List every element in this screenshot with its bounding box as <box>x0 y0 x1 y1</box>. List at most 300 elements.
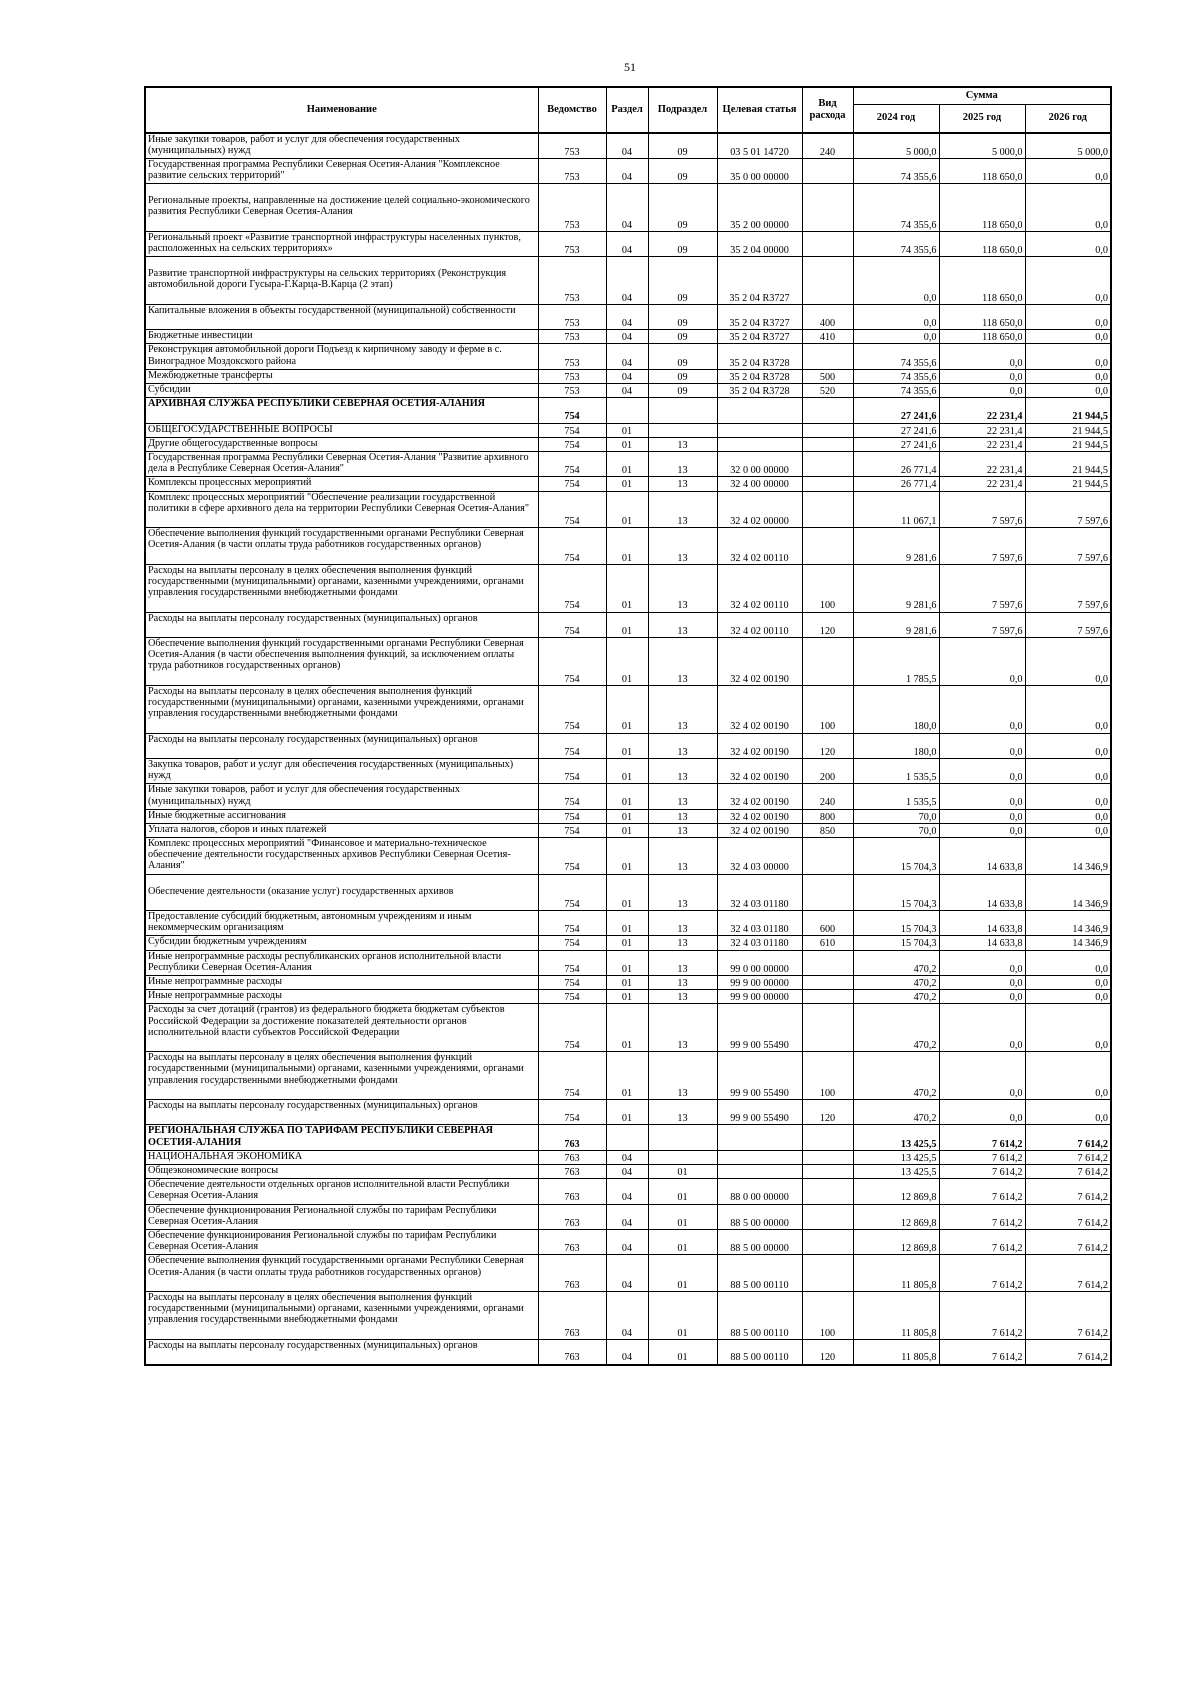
table-row <box>145 874 1111 910</box>
row-subsection: 13 <box>648 477 717 491</box>
row-section: 04 <box>606 344 648 369</box>
row-section: 01 <box>606 784 648 809</box>
budget-table <box>144 86 1112 1366</box>
row-value-2024: 470,2 <box>853 1052 939 1100</box>
row-target: 35 2 04 R3727 <box>717 257 802 305</box>
row-value-2025: 118 650,0 <box>939 231 1025 256</box>
row-target: 88 0 00 00000 <box>717 1179 802 1204</box>
row-subsection: 13 <box>648 637 717 685</box>
table-header <box>145 87 1111 133</box>
row-value-2024: 15 704,3 <box>853 936 939 950</box>
row-value-2025: 22 231,4 <box>939 477 1025 491</box>
row-name: Иные непрограммные расходы <box>145 990 538 1004</box>
row-target <box>717 423 802 437</box>
table-row <box>145 564 1111 612</box>
table-row <box>145 344 1111 369</box>
row-name: Государственная программа Республики Северная Осетия-Алания "Развитие архивного дела в Республике Северная Осетия-Алания" <box>145 451 538 476</box>
row-kind: 120 <box>802 612 853 637</box>
row-value-2026: 0,0 <box>1025 685 1111 733</box>
row-value-2026: 0,0 <box>1025 809 1111 823</box>
row-value-2026: 0,0 <box>1025 990 1111 1004</box>
row-subsection: 01 <box>648 1164 717 1178</box>
row-dept: 754 <box>538 451 606 476</box>
row-name: Комплекс процессных мероприятий "Финансовое и материально-техническое обеспечение деятельности государственных архивов Республики Северная Осетия-Алания" <box>145 838 538 875</box>
row-name: Расходы за счет дотаций (грантов) из федерального бюджета бюджетам субъектов Российской Федерации за достижение показателей деятельности органов исполнительной власти субъектов Российской Федерации <box>145 1004 538 1052</box>
row-section: 04 <box>606 1150 648 1164</box>
row-value-2024: 1 535,5 <box>853 784 939 809</box>
row-value-2026: 0,0 <box>1025 1099 1111 1124</box>
row-value-2024: 470,2 <box>853 950 939 975</box>
row-target <box>717 398 802 423</box>
table-row <box>145 1179 1111 1204</box>
row-subsection: 01 <box>648 1179 717 1204</box>
row-dept: 754 <box>538 758 606 783</box>
row-subsection: 13 <box>648 451 717 476</box>
row-section: 01 <box>606 451 648 476</box>
row-value-2026: 7 614,2 <box>1025 1229 1111 1254</box>
table-row <box>145 612 1111 637</box>
row-subsection: 01 <box>648 1291 717 1339</box>
row-target: 32 4 03 01180 <box>717 874 802 910</box>
row-kind <box>802 838 853 875</box>
row-target <box>717 1164 802 1178</box>
row-kind: 100 <box>802 1052 853 1100</box>
row-target: 35 2 00 00000 <box>717 184 802 232</box>
row-target: 32 4 02 00110 <box>717 528 802 565</box>
row-value-2026: 14 346,9 <box>1025 911 1111 936</box>
table-row <box>145 1125 1111 1150</box>
row-dept: 753 <box>538 369 606 383</box>
row-value-2025: 7 614,2 <box>939 1125 1025 1150</box>
row-subsection: 13 <box>648 1099 717 1124</box>
row-name: Предоставление субсидий бюджетным, автономным учреждениям и иным некоммерческим организациям <box>145 911 538 936</box>
row-section <box>606 1125 648 1150</box>
table-row <box>145 423 1111 437</box>
table-row <box>145 1164 1111 1178</box>
row-dept: 754 <box>538 637 606 685</box>
row-value-2025: 0,0 <box>939 1004 1025 1052</box>
row-value-2026: 0,0 <box>1025 784 1111 809</box>
row-subsection <box>648 423 717 437</box>
row-dept: 754 <box>538 423 606 437</box>
row-kind <box>802 231 853 256</box>
row-dept: 763 <box>538 1164 606 1178</box>
table-row <box>145 1291 1111 1339</box>
row-dept: 754 <box>538 838 606 875</box>
header-dept: Ведомство <box>538 87 606 133</box>
row-section: 04 <box>606 1339 648 1364</box>
table-row <box>145 451 1111 476</box>
header-2026: 2026 год <box>1025 104 1111 133</box>
row-section: 04 <box>606 304 648 329</box>
row-section: 01 <box>606 733 648 758</box>
row-value-2026: 7 597,6 <box>1025 491 1111 528</box>
row-value-2024: 74 355,6 <box>853 369 939 383</box>
row-dept: 754 <box>538 564 606 612</box>
row-value-2025: 0,0 <box>939 369 1025 383</box>
row-name: Региональные проекты, направленные на достижение целей социально-экономического развития Республики Северная Осетия-Алания <box>145 184 538 232</box>
row-value-2024: 0,0 <box>853 257 939 305</box>
row-section: 01 <box>606 1004 648 1052</box>
row-value-2025: 22 231,4 <box>939 451 1025 476</box>
row-section: 04 <box>606 133 648 158</box>
table-row <box>145 330 1111 344</box>
row-section: 04 <box>606 1179 648 1204</box>
table-row <box>145 1099 1111 1124</box>
row-kind: 120 <box>802 733 853 758</box>
table-body <box>145 133 1111 1365</box>
row-value-2025: 7 614,2 <box>939 1164 1025 1178</box>
row-kind <box>802 477 853 491</box>
row-target: 32 4 02 00190 <box>717 637 802 685</box>
row-dept: 753 <box>538 384 606 398</box>
table-row <box>145 838 1111 875</box>
row-value-2024: 11 805,8 <box>853 1339 939 1364</box>
row-section: 04 <box>606 1229 648 1254</box>
row-value-2025: 118 650,0 <box>939 257 1025 305</box>
row-value-2024: 13 425,5 <box>853 1125 939 1150</box>
header-2024: 2024 год <box>853 104 939 133</box>
row-dept: 753 <box>538 231 606 256</box>
row-value-2024: 74 355,6 <box>853 158 939 183</box>
table-row <box>145 528 1111 565</box>
table-row <box>145 784 1111 809</box>
row-kind: 200 <box>802 758 853 783</box>
row-subsection: 13 <box>648 1052 717 1100</box>
row-name: Комплексы процессных мероприятий <box>145 477 538 491</box>
table-row <box>145 491 1111 528</box>
row-kind <box>802 1179 853 1204</box>
row-subsection <box>648 1150 717 1164</box>
row-value-2025: 0,0 <box>939 733 1025 758</box>
row-subsection: 13 <box>648 936 717 950</box>
row-value-2025: 0,0 <box>939 950 1025 975</box>
row-kind <box>802 344 853 369</box>
table-row <box>145 158 1111 183</box>
header-sum: Сумма <box>853 87 1111 104</box>
row-value-2026: 0,0 <box>1025 369 1111 383</box>
header-section: Раздел <box>606 87 648 133</box>
row-kind <box>802 1004 853 1052</box>
row-section: 04 <box>606 184 648 232</box>
row-name: Обеспечение деятельности отдельных органов исполнительной власти Республики Северная Осетия-Алания <box>145 1179 538 1204</box>
row-value-2026: 0,0 <box>1025 823 1111 837</box>
row-kind <box>802 437 853 451</box>
row-value-2025: 0,0 <box>939 344 1025 369</box>
row-name: Расходы на выплаты персоналу в целях обеспечения выполнения функций государственными (муниципальными) органами, казенными учреждениями, органами управления государственными внебюджетными фондами <box>145 685 538 733</box>
row-name: Иные непрограммные расходы республиканских органов исполнительной власти Республики Северная Осетия-Алания <box>145 950 538 975</box>
row-kind <box>802 398 853 423</box>
row-dept: 754 <box>538 950 606 975</box>
row-name: Развитие транспортной инфраструктуры на сельских территориях (Реконструкция автомобильной дороги Гусыра-Г.Карца-В.Карца (2 этап) <box>145 257 538 305</box>
row-name: Капитальные вложения в объекты государственной (муниципальной) собственности <box>145 304 538 329</box>
row-value-2026: 7 614,2 <box>1025 1150 1111 1164</box>
row-value-2025: 0,0 <box>939 976 1025 990</box>
row-section: 01 <box>606 809 648 823</box>
row-value-2024: 15 704,3 <box>853 838 939 875</box>
table-row <box>145 1150 1111 1164</box>
row-subsection: 13 <box>648 612 717 637</box>
row-kind <box>802 976 853 990</box>
table-row <box>145 231 1111 256</box>
row-value-2025: 118 650,0 <box>939 158 1025 183</box>
row-name: ОБЩЕГОСУДАРСТВЕННЫЕ ВОПРОСЫ <box>145 423 538 437</box>
row-target: 03 5 01 14720 <box>717 133 802 158</box>
table-row <box>145 936 1111 950</box>
row-value-2024: 180,0 <box>853 733 939 758</box>
row-dept: 754 <box>538 936 606 950</box>
row-section: 04 <box>606 369 648 383</box>
row-subsection: 09 <box>648 257 717 305</box>
row-value-2025: 7 614,2 <box>939 1229 1025 1254</box>
row-name: Расходы на выплаты персоналу в целях обеспечения выполнения функций государственными (муниципальными) органами, казенными учреждениями, органами управления государственными внебюджетными фондами <box>145 1291 538 1339</box>
row-dept: 753 <box>538 304 606 329</box>
row-dept: 754 <box>538 733 606 758</box>
row-dept: 754 <box>538 612 606 637</box>
row-value-2025: 7 614,2 <box>939 1255 1025 1292</box>
row-subsection: 01 <box>648 1229 717 1254</box>
row-target: 35 2 04 R3728 <box>717 344 802 369</box>
row-value-2026: 0,0 <box>1025 384 1111 398</box>
row-name: Обеспечение выполнения функций государственными органами Республики Северная Осетия-Алания (в части оплаты труда работников государственных органов) <box>145 528 538 565</box>
header-kind: Вид расхода <box>802 87 853 133</box>
row-target: 32 4 02 00190 <box>717 685 802 733</box>
row-dept: 754 <box>538 823 606 837</box>
header-2025: 2025 год <box>939 104 1025 133</box>
row-value-2025: 0,0 <box>939 823 1025 837</box>
header-subsection: Подраздел <box>648 87 717 133</box>
row-name: Расходы на выплаты персоналу государственных (муниципальных) органов <box>145 1099 538 1124</box>
row-subsection: 13 <box>648 491 717 528</box>
table-row <box>145 477 1111 491</box>
table-row <box>145 1255 1111 1292</box>
row-kind: 850 <box>802 823 853 837</box>
row-value-2026: 7 614,2 <box>1025 1204 1111 1229</box>
row-dept: 754 <box>538 398 606 423</box>
row-section: 01 <box>606 936 648 950</box>
row-value-2026: 5 000,0 <box>1025 133 1111 158</box>
row-section: 04 <box>606 158 648 183</box>
row-value-2026: 0,0 <box>1025 344 1111 369</box>
row-dept: 763 <box>538 1339 606 1364</box>
row-value-2024: 9 281,6 <box>853 528 939 565</box>
row-kind: 410 <box>802 330 853 344</box>
row-value-2024: 470,2 <box>853 1004 939 1052</box>
row-target: 32 4 03 01180 <box>717 911 802 936</box>
row-kind <box>802 1125 853 1150</box>
row-value-2026: 7 614,2 <box>1025 1339 1111 1364</box>
row-target: 99 0 00 00000 <box>717 950 802 975</box>
row-kind: 100 <box>802 685 853 733</box>
row-value-2026: 14 346,9 <box>1025 874 1111 910</box>
row-subsection: 13 <box>648 990 717 1004</box>
row-dept: 753 <box>538 344 606 369</box>
table-row <box>145 369 1111 383</box>
row-kind <box>802 1204 853 1229</box>
row-kind: 240 <box>802 784 853 809</box>
row-name: АРХИВНАЯ СЛУЖБА РЕСПУБЛИКИ СЕВЕРНАЯ ОСЕТИЯ-АЛАНИЯ <box>145 398 538 423</box>
row-value-2025: 7 614,2 <box>939 1339 1025 1364</box>
row-section: 01 <box>606 437 648 451</box>
row-dept: 763 <box>538 1255 606 1292</box>
row-kind <box>802 158 853 183</box>
row-subsection: 13 <box>648 809 717 823</box>
row-value-2026: 14 346,9 <box>1025 838 1111 875</box>
row-name: Иные бюджетные ассигнования <box>145 809 538 823</box>
row-target: 35 2 04 00000 <box>717 231 802 256</box>
row-name: РЕГИОНАЛЬНАЯ СЛУЖБА ПО ТАРИФАМ РЕСПУБЛИКИ СЕВЕРНАЯ ОСЕТИЯ-АЛАНИЯ <box>145 1125 538 1150</box>
header-name: Наименование <box>145 87 538 133</box>
row-kind <box>802 451 853 476</box>
row-target: 35 2 04 R3728 <box>717 384 802 398</box>
table-row <box>145 1004 1111 1052</box>
row-kind <box>802 257 853 305</box>
row-subsection: 01 <box>648 1339 717 1364</box>
row-value-2026: 21 944,5 <box>1025 423 1111 437</box>
row-value-2024: 12 869,8 <box>853 1204 939 1229</box>
row-target: 88 5 00 00110 <box>717 1255 802 1292</box>
row-section: 01 <box>606 528 648 565</box>
row-value-2025: 0,0 <box>939 384 1025 398</box>
row-target: 32 4 00 00000 <box>717 477 802 491</box>
row-value-2026: 0,0 <box>1025 184 1111 232</box>
row-value-2026: 0,0 <box>1025 758 1111 783</box>
row-value-2026: 7 614,2 <box>1025 1125 1111 1150</box>
table-row <box>145 990 1111 1004</box>
row-dept: 754 <box>538 491 606 528</box>
row-dept: 753 <box>538 330 606 344</box>
row-value-2025: 22 231,4 <box>939 437 1025 451</box>
row-section: 01 <box>606 874 648 910</box>
row-section: 01 <box>606 477 648 491</box>
row-section: 01 <box>606 990 648 1004</box>
row-subsection: 13 <box>648 823 717 837</box>
row-value-2025: 0,0 <box>939 809 1025 823</box>
row-dept: 754 <box>538 784 606 809</box>
row-subsection: 09 <box>648 369 717 383</box>
row-value-2024: 1 535,5 <box>853 758 939 783</box>
row-value-2026: 0,0 <box>1025 304 1111 329</box>
row-name: НАЦИОНАЛЬНАЯ ЭКОНОМИКА <box>145 1150 538 1164</box>
row-value-2024: 74 355,6 <box>853 344 939 369</box>
row-value-2024: 26 771,4 <box>853 451 939 476</box>
table-row <box>145 133 1111 158</box>
row-value-2025: 7 597,6 <box>939 528 1025 565</box>
row-value-2025: 7 597,6 <box>939 491 1025 528</box>
row-value-2025: 14 633,8 <box>939 874 1025 910</box>
row-value-2024: 470,2 <box>853 976 939 990</box>
row-dept: 753 <box>538 133 606 158</box>
row-name: Расходы на выплаты персоналу государственных (муниципальных) органов <box>145 733 538 758</box>
row-dept: 763 <box>538 1125 606 1150</box>
row-subsection: 13 <box>648 950 717 975</box>
row-value-2026: 0,0 <box>1025 733 1111 758</box>
row-subsection <box>648 1125 717 1150</box>
row-value-2026: 21 944,5 <box>1025 451 1111 476</box>
row-value-2026: 7 614,2 <box>1025 1291 1111 1339</box>
row-kind: 600 <box>802 911 853 936</box>
row-kind: 120 <box>802 1339 853 1364</box>
row-value-2025: 7 614,2 <box>939 1291 1025 1339</box>
row-section: 01 <box>606 423 648 437</box>
row-kind <box>802 491 853 528</box>
table-row <box>145 398 1111 423</box>
row-value-2026: 7 597,6 <box>1025 528 1111 565</box>
row-subsection: 13 <box>648 528 717 565</box>
row-value-2025: 22 231,4 <box>939 398 1025 423</box>
row-section: 04 <box>606 330 648 344</box>
row-name: Иные закупки товаров, работ и услуг для обеспечения государственных (муниципальных) нужд <box>145 133 538 158</box>
row-kind <box>802 1229 853 1254</box>
row-section: 01 <box>606 823 648 837</box>
table-row <box>145 437 1111 451</box>
row-value-2024: 1 785,5 <box>853 637 939 685</box>
row-target: 32 4 02 00110 <box>717 564 802 612</box>
row-target: 32 4 02 00190 <box>717 784 802 809</box>
row-value-2026: 7 614,2 <box>1025 1164 1111 1178</box>
row-kind: 120 <box>802 1099 853 1124</box>
row-target: 88 5 00 00110 <box>717 1339 802 1364</box>
row-kind <box>802 637 853 685</box>
row-value-2025: 118 650,0 <box>939 184 1025 232</box>
row-target: 88 5 00 00000 <box>717 1204 802 1229</box>
row-section: 01 <box>606 976 648 990</box>
row-target: 32 4 02 00110 <box>717 612 802 637</box>
row-dept: 754 <box>538 1099 606 1124</box>
row-subsection: 13 <box>648 758 717 783</box>
row-value-2025: 14 633,8 <box>939 838 1025 875</box>
row-value-2024: 13 425,5 <box>853 1150 939 1164</box>
row-section <box>606 398 648 423</box>
row-value-2026: 7 597,6 <box>1025 564 1111 612</box>
row-section: 01 <box>606 685 648 733</box>
row-value-2024: 180,0 <box>853 685 939 733</box>
row-value-2025: 0,0 <box>939 990 1025 1004</box>
row-kind <box>802 1164 853 1178</box>
row-dept: 753 <box>538 257 606 305</box>
row-name: Субсидии бюджетным учреждениям <box>145 936 538 950</box>
row-subsection <box>648 398 717 423</box>
row-section: 01 <box>606 838 648 875</box>
row-value-2024: 0,0 <box>853 330 939 344</box>
row-name: Общеэкономические вопросы <box>145 1164 538 1178</box>
table-row <box>145 637 1111 685</box>
table-row <box>145 809 1111 823</box>
row-target: 35 0 00 00000 <box>717 158 802 183</box>
row-value-2025: 118 650,0 <box>939 330 1025 344</box>
row-target: 32 4 02 00190 <box>717 809 802 823</box>
row-dept: 763 <box>538 1229 606 1254</box>
row-dept: 754 <box>538 528 606 565</box>
row-name: Иные непрограммные расходы <box>145 976 538 990</box>
row-value-2026: 0,0 <box>1025 231 1111 256</box>
row-value-2026: 0,0 <box>1025 1004 1111 1052</box>
row-target: 32 4 02 00190 <box>717 733 802 758</box>
row-kind <box>802 950 853 975</box>
row-subsection: 13 <box>648 976 717 990</box>
row-section: 01 <box>606 758 648 783</box>
row-name: Бюджетные инвестиции <box>145 330 538 344</box>
row-value-2025: 0,0 <box>939 784 1025 809</box>
row-target: 99 9 00 55490 <box>717 1052 802 1100</box>
row-value-2026: 0,0 <box>1025 976 1111 990</box>
row-subsection: 09 <box>648 158 717 183</box>
row-target: 32 4 03 01180 <box>717 936 802 950</box>
row-subsection: 13 <box>648 685 717 733</box>
row-dept: 754 <box>538 1052 606 1100</box>
row-value-2024: 26 771,4 <box>853 477 939 491</box>
row-value-2025: 7 614,2 <box>939 1150 1025 1164</box>
